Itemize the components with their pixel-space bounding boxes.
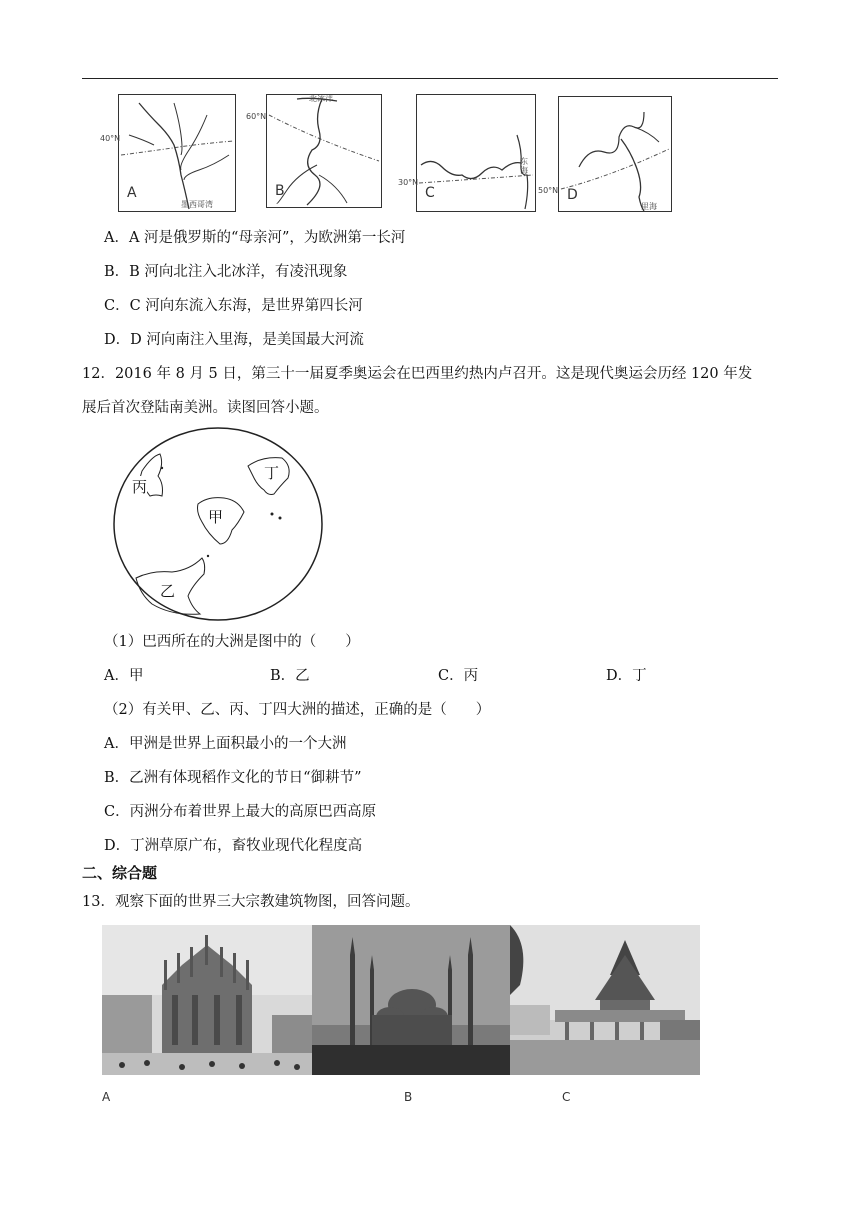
river-map-c bbox=[416, 94, 536, 212]
river-map-d bbox=[558, 96, 672, 212]
q11-option-c: C．C 河向东流入东海，是世界第四长河 bbox=[104, 298, 363, 314]
map-c-sea-label: 东海 bbox=[520, 157, 528, 175]
globe-label-bing: 丙 bbox=[132, 478, 148, 496]
photo-label-a: A bbox=[102, 1090, 111, 1104]
map-b-lat-label: 60°N bbox=[246, 112, 267, 121]
map-d-sea-label: 里海 bbox=[641, 202, 657, 211]
q12-sub2-option-c: C．丙洲分布着世界上最大的高原巴西高原 bbox=[104, 804, 377, 820]
q12-sub1-option-a: A．甲 bbox=[104, 668, 144, 684]
map-a-label: A bbox=[127, 185, 137, 201]
header-rule bbox=[82, 78, 778, 79]
photo-cathedral bbox=[102, 925, 312, 1075]
map-b-sea-label: 北冰洋 bbox=[309, 94, 333, 103]
map-a-lat-label: 40°N bbox=[100, 134, 121, 143]
q11-option-d: D．D 河向南注入里海，是美国最大河流 bbox=[104, 332, 364, 348]
map-d-label: D bbox=[567, 187, 578, 203]
globe-label-jia: 甲 bbox=[208, 508, 224, 526]
map-b-label: B bbox=[275, 183, 285, 199]
river-map-b bbox=[266, 94, 382, 208]
photo-label-b: B bbox=[404, 1090, 413, 1104]
q12-sub1-option-d: D．丁 bbox=[606, 668, 647, 684]
globe-label-ding: 丁 bbox=[264, 464, 280, 482]
q12-sub1-option-b: B．乙 bbox=[270, 668, 310, 684]
section-heading: 二、综合题 bbox=[82, 864, 158, 882]
q13-stem: 13．观察下面的世界三大宗教建筑物图，回答问题。 bbox=[82, 894, 420, 910]
photo-mosque bbox=[312, 925, 510, 1075]
photo-label-c: C bbox=[562, 1090, 571, 1104]
globe-label-yi: 乙 bbox=[160, 582, 176, 600]
map-c-label: C bbox=[425, 185, 435, 201]
map-c-lat-label: 30°N bbox=[398, 178, 419, 187]
q12-sub2-option-a: A．甲洲是世界上面积最小的一个大洲 bbox=[104, 736, 347, 752]
q12-sub1: （1）巴西所在的大洲是图中的（ ） bbox=[104, 634, 360, 650]
q12-stem-line1: 12．2016 年 8 月 5 日，第三十一届夏季奥运会在巴西里约热内卢召开。这是现代奥运会历经 120 年发 bbox=[82, 366, 753, 382]
map-d-lat-label: 50°N bbox=[538, 186, 559, 195]
q12-sub1-option-c: C．丙 bbox=[438, 668, 479, 684]
map-a-sea-label: 墨西哥湾 bbox=[181, 200, 213, 209]
q12-sub2-option-b: B．乙洲有体现稻作文化的节日“御耕节” bbox=[104, 770, 362, 786]
q11-option-b: B．B 河向北注入北冰洋，有凌汛现象 bbox=[104, 264, 348, 280]
q12-sub2-option-d: D．丁洲草原广布，畜牧业现代化程度高 bbox=[104, 838, 363, 854]
photo-temple bbox=[510, 925, 700, 1075]
globe-map bbox=[112, 426, 324, 622]
q11-option-a: A．A 河是俄罗斯的“母亲河”，为欧洲第一长河 bbox=[104, 230, 406, 246]
q12-stem-line2: 展后首次登陆南美洲。读图回答小题。 bbox=[82, 400, 329, 416]
river-map-a bbox=[118, 94, 236, 212]
q12-sub2: （2）有关甲、乙、丙、丁四大洲的描述，正确的是（ ） bbox=[104, 702, 491, 718]
